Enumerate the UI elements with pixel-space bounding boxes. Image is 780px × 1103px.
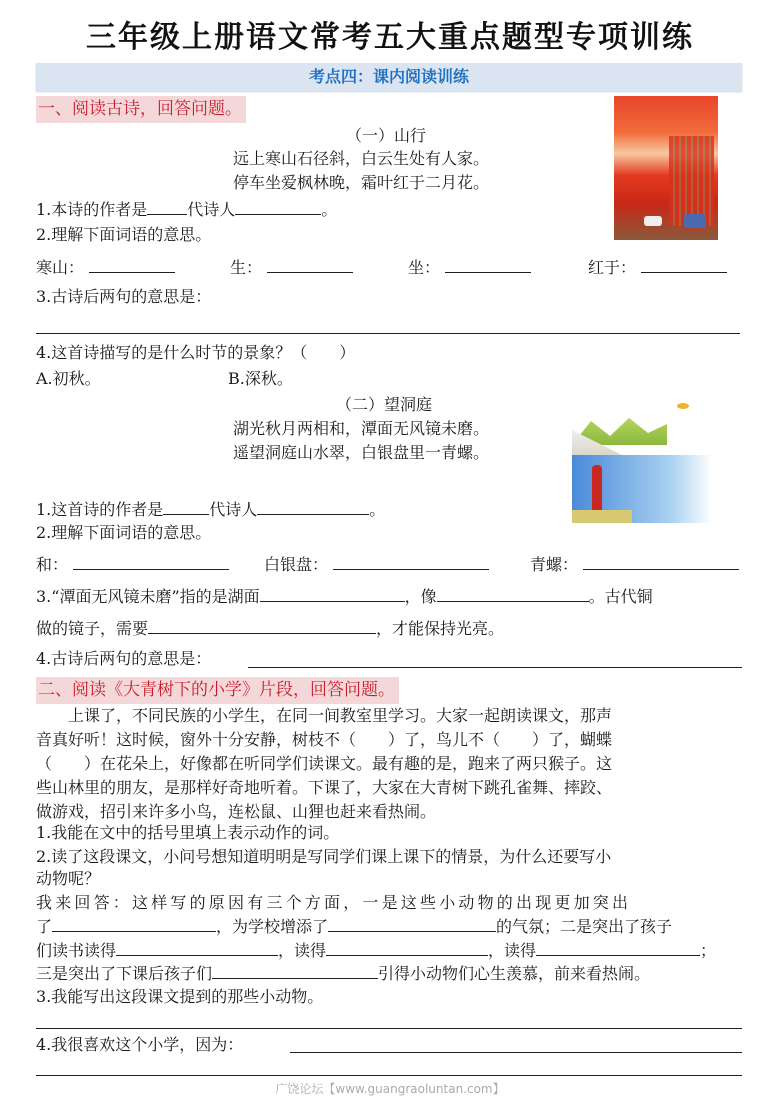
option-a[interactable]: A.初秋。 xyxy=(36,369,101,388)
poem1-question-2: 2.理解下面词语的意思。 xyxy=(36,225,212,244)
term-zuo: 坐： xyxy=(408,256,531,279)
poem2-line: 湖光秋月两相和，潭面无风镜未磨。 xyxy=(233,419,490,438)
passage-line: 些山林里的朋友，是那样好奇地听着。下课了，大家在大青树下跳孔雀舞、摔跤、 xyxy=(36,778,613,797)
poem1-line: 停车坐爱枫林晚，霜叶红于二月花。 xyxy=(233,173,490,192)
fill-blank[interactable] xyxy=(437,585,589,602)
poem2-line: 遥望洞庭山水翠，白银盘里一青螺。 xyxy=(233,443,490,462)
poem1-line: 远上寒山石径斜，白云生处有人家。 xyxy=(233,149,490,168)
fill-blank[interactable] xyxy=(116,939,278,956)
answer-line[interactable] xyxy=(290,1052,742,1053)
section-heading-poems: 一、阅读古诗，回答问题。 xyxy=(36,96,246,123)
term-qingluo: 青螺： xyxy=(530,553,739,576)
fill-blank[interactable] xyxy=(536,939,700,956)
passage-line: （ ）在花朵上，好像都在听同学们读课文。最有趣的是，跑来了两只猴子。这 xyxy=(36,754,613,773)
poem1-title: （一）山行 xyxy=(346,126,427,145)
passage-line: 上课了，不同民族的小学生，在同一间教室里学习。大家一起朗读课文，那声 xyxy=(36,706,613,725)
footer-watermark: 广饶论坛【www.guangraoluntan.com】 xyxy=(275,1082,505,1096)
passage-question-2: 2.读了这段课文，小问号想知道明明是写同学们课上课下的情景，为什么还要写小 xyxy=(36,847,612,866)
term-baiyinpan: 白银盘： xyxy=(264,553,489,576)
fill-blank[interactable] xyxy=(52,915,216,932)
fill-blank[interactable] xyxy=(148,617,376,634)
answer-line[interactable] xyxy=(36,1075,742,1076)
passage-question-3: 3.我能写出这段课文提到的那些小动物。 xyxy=(36,987,324,1006)
poem1-question-1: 1.本诗的作者是 代诗人 。 xyxy=(36,200,338,219)
passage-question-1: 1.我能在文中的括号里填上表示动作的词。 xyxy=(36,823,340,842)
option-b[interactable]: B.深秋。 xyxy=(228,369,293,388)
answer-line[interactable] xyxy=(36,1028,742,1029)
poem1-question-4: 4.这首诗描写的是什么时节的景象？（ ） xyxy=(36,343,356,362)
fill-blank[interactable] xyxy=(260,585,405,602)
poem1-question-3: 3.古诗后两句的意思是： xyxy=(36,287,212,306)
answer-line-3: 们读书读得 ，读得 ，读得 ； xyxy=(36,941,717,960)
answer-line-4: 三是突出了下课后孩子们 引得小动物们心生羡慕，前来看热闹。 xyxy=(36,964,651,983)
poem2-question-3-cont: 做的镜子，需要 ，才能保持光亮。 xyxy=(36,619,505,638)
term-sheng: 生： xyxy=(230,256,353,279)
dynasty-blank[interactable] xyxy=(163,498,209,515)
poem2-question-4: 4.古诗后两句的意思是： xyxy=(36,649,212,668)
poet-blank[interactable] xyxy=(235,198,321,215)
passage-question-4: 4.我很喜欢这个小学，因为： xyxy=(36,1035,244,1054)
dongting-lake-image xyxy=(572,395,744,523)
term-blank[interactable] xyxy=(583,553,739,570)
poem2-title: （二）望洞庭 xyxy=(336,395,433,414)
poem2-question-2: 2.理解下面词语的意思。 xyxy=(36,523,212,542)
term-hanshan: 寒山： xyxy=(36,256,175,279)
poem2-question-3: 3.“潭面无风镜未磨”指的是湖面 ，像 。古代铜 xyxy=(36,587,653,606)
term-blank[interactable] xyxy=(73,553,229,570)
passage-question-2-cont: 动物呢？ xyxy=(36,869,101,888)
page-title: 三年级上册语文常考五大重点题型专项训练 xyxy=(86,20,694,55)
term-blank[interactable] xyxy=(333,553,489,570)
answer-intro: 我来回答：这样写的原因有三个方面，一是这些小动物的出现更加突出 xyxy=(36,893,632,912)
answer-line[interactable] xyxy=(248,667,742,668)
fill-blank[interactable] xyxy=(328,915,496,932)
passage-line: 做游戏，招引来许多小鸟，连松鼠、山狸也赶来看热闹。 xyxy=(36,802,437,821)
term-blank[interactable] xyxy=(267,256,353,273)
section-heading-passage: 二、阅读《大青树下的小学》片段，回答问题。 xyxy=(36,677,399,704)
answer-line-2: 了 ，为学校增添了 的气氛；二是突出了孩子 xyxy=(36,917,673,936)
term-hongyu: 红于： xyxy=(588,256,727,279)
fill-blank[interactable] xyxy=(326,939,488,956)
red-maple-painting-image xyxy=(614,96,718,240)
fill-blank[interactable] xyxy=(212,962,378,979)
term-blank[interactable] xyxy=(445,256,531,273)
dynasty-blank[interactable] xyxy=(147,198,187,215)
topic-banner: 考点四：课内阅读训练 xyxy=(36,63,742,91)
poet-blank[interactable] xyxy=(257,498,369,515)
passage-line: 音真好听！这时候，窗外十分安静，树枝不（ ）了，鸟儿不（ ）了，蝴蝶 xyxy=(36,730,613,749)
poem2-question-1: 1.这首诗的作者是 代诗人 。 xyxy=(36,500,386,519)
term-blank[interactable] xyxy=(89,256,175,273)
answer-line[interactable] xyxy=(36,333,740,334)
term-blank[interactable] xyxy=(641,256,727,273)
term-he: 和： xyxy=(36,553,229,576)
